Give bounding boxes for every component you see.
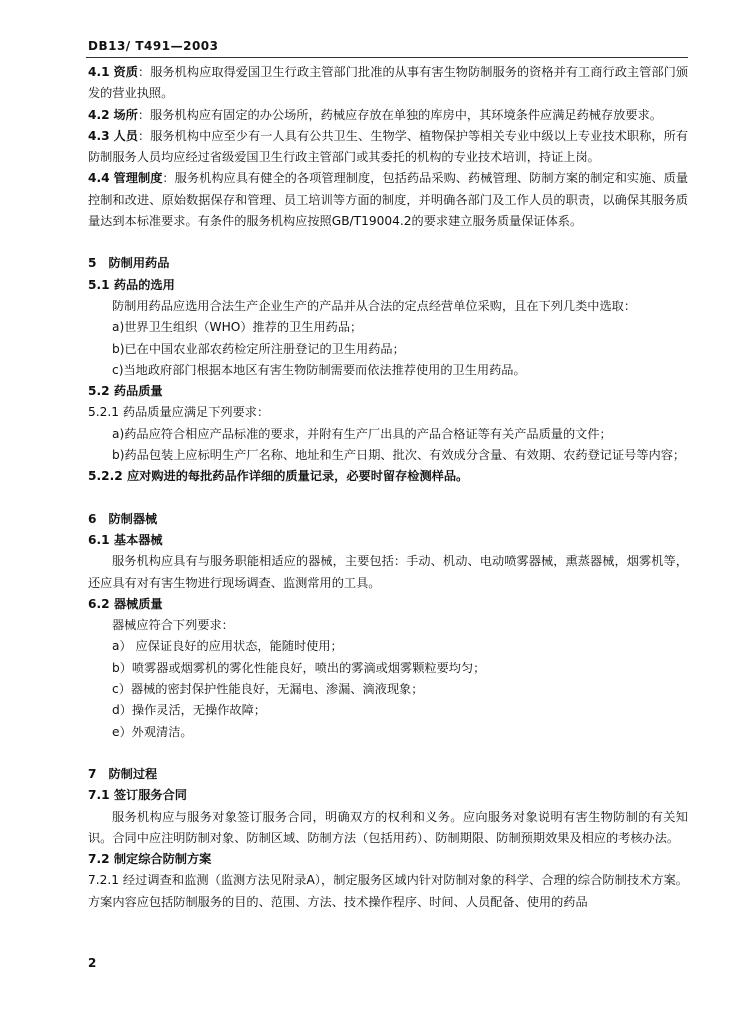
- list-item: b)已在中国农业部农药检定所注册登记的卫生用药品；: [112, 341, 405, 356]
- section-title: 药品质量: [113, 384, 163, 399]
- clause-4-2: [88, 105, 688, 126]
- clause-term: 人员: [113, 128, 138, 143]
- clause-text: ：服务机构应取得爱国卫生行政主管部门批准的从事有害生物防制服务的资格并有工商行政主管部门颁发的营业执照。: [88, 65, 689, 101]
- clause-text: ：服务机构中应至少有一人具有公共卫生、生物学、植物保护等相关专业中级以上专业技术职称，所有防制服务人员均应经过省级爱国卫生行政主管部门或其委托的机构的专业技术培训，持证上岗。: [88, 128, 689, 165]
- list-item: b）喷雾器或烟雾机的雾化性能良好，喷出的雾滴或烟雾颗粒要均匀；: [112, 660, 486, 675]
- section-7-heading: [88, 764, 688, 785]
- document-body: [88, 62, 688, 913]
- section-6-1-heading: [88, 530, 688, 551]
- section-number: 7.1: [88, 788, 110, 803]
- page-number: 2: [88, 956, 97, 970]
- clause-text: ：服务机构应具有健全的各项管理制度，包括药品采购、药械管理、防制方案的制定和实施、质量控制和改进、原始数据保存和管理、员工培训等方面的制度，并明确各部门及工作人员的职责，以确保其服务质量达到本标准要求。有条件的服务机构应按照GB/T19004.2的要求建立服务质量保证体系。: [88, 171, 689, 229]
- clause-number: 4.4: [88, 171, 110, 186]
- section-6-heading: [88, 509, 688, 530]
- section-number: 6: [88, 511, 97, 526]
- section-5-heading: [88, 253, 688, 274]
- header-rule: [86, 57, 688, 58]
- section-title: 防制过程: [108, 766, 158, 781]
- clause-term: 资质: [113, 65, 138, 79]
- clause-5-2-2: 5.2.2 应对购进的每批药品作详细的质量记录，必要时留存检测样品。: [88, 469, 469, 484]
- section-6-2-intro: 器械应符合下列要求：: [112, 618, 234, 633]
- section-number: 5: [88, 256, 97, 271]
- list-item: a)世界卫生组织（WHO）推荐的卫生用药品；: [112, 320, 363, 335]
- section-title: 防制用药品: [108, 256, 170, 271]
- section-title: 制定综合防制方案: [113, 852, 212, 867]
- list-item: b)药品包装上应标明生产厂名称、地址和生产日期、批次、有效成分含量、有效期、农药登记证号等内容；: [112, 448, 686, 463]
- section-title: 签订服务合同: [113, 788, 187, 803]
- section-number: 7: [88, 766, 97, 781]
- list-item: a） 应保证良好的应用状态，能随时使用；: [112, 639, 343, 654]
- section-7-1-heading: [88, 785, 688, 806]
- document-header-id: DB13/ T491—2003: [88, 39, 219, 53]
- clause-number: 4.2: [88, 107, 110, 122]
- section-title: 基本器械: [113, 532, 163, 547]
- section-5-2-heading: [88, 381, 688, 402]
- clause-term: 管理制度: [113, 171, 163, 186]
- clause-text: ：服务机构应有固定的办公场所，药械应存放在单独的库房中，其环境条件应满足药械存放要求。: [137, 107, 662, 122]
- list-item: d）操作灵活，无操作故障；: [112, 703, 266, 718]
- list-item: a)药品应符合相应产品标准的要求，并附有生产厂出具的产品合格证等有关产品质量的文件；: [112, 426, 612, 441]
- clause-7-2-1: 7.2.1 经过调查和监测（监测方法见附录A），制定服务区域内针对防制对象的科学、合理的综合防制技术方案。方案内容应包括防制服务的目的、范围、方法、技术操作程序、时间、人员配备、使用的药品: [88, 873, 688, 909]
- section-5-1-intro: 防制用药品应选用合法生产企业生产的产品并从合法的定点经营单位采购，且在下列几类中选取：: [112, 298, 637, 313]
- clause-5-2-1: 5.2.1 药品质量应满足下列要求：: [88, 405, 270, 420]
- section-number: 6.2: [88, 596, 110, 611]
- clause-4-3: [88, 126, 688, 169]
- section-number: 7.2: [88, 852, 110, 867]
- clause-4-4: [88, 168, 688, 232]
- clause-number: 4.3: [88, 128, 110, 143]
- section-number: 5.1: [88, 277, 110, 292]
- clause-number: 4.1: [88, 65, 110, 79]
- section-5-1-heading: [88, 275, 688, 296]
- section-title: 器械质量: [113, 596, 163, 611]
- section-7-2-heading: [88, 849, 688, 870]
- section-6-1-text: 服务机构应具有与服务职能相适应的器械，主要包括：手动、机动、电动喷雾器械，熏蒸器械，烟雾机等，还应具有对有害生物进行现场调查、监测常用的工具。: [88, 554, 688, 590]
- list-item: e）外观清洁。: [112, 724, 193, 739]
- list-item: c)当地政府部门根据本地区有害生物防制需要而依法推荐使用的卫生用药品。: [112, 362, 526, 377]
- clause-term: 场所: [113, 107, 138, 122]
- section-title: 药品的选用: [113, 277, 175, 292]
- section-title: 防制器械: [108, 511, 158, 526]
- section-number: 5.2: [88, 384, 110, 399]
- clause-4-1: [88, 62, 688, 105]
- list-item: c）器械的密封保护性能良好，无漏电、渗漏、滴液现象；: [112, 682, 424, 697]
- section-7-1-text: 服务机构应与服务对象签订服务合同，明确双方的权利和义务。应向服务对象说明有害生物防制的有关知识。合同中应注明防制对象、防制区域、防制方法（包括用药）、防制期限、防制预期效果及相应的考核办法。: [88, 809, 688, 845]
- section-6-2-heading: [88, 594, 688, 615]
- section-number: 6.1: [88, 532, 110, 547]
